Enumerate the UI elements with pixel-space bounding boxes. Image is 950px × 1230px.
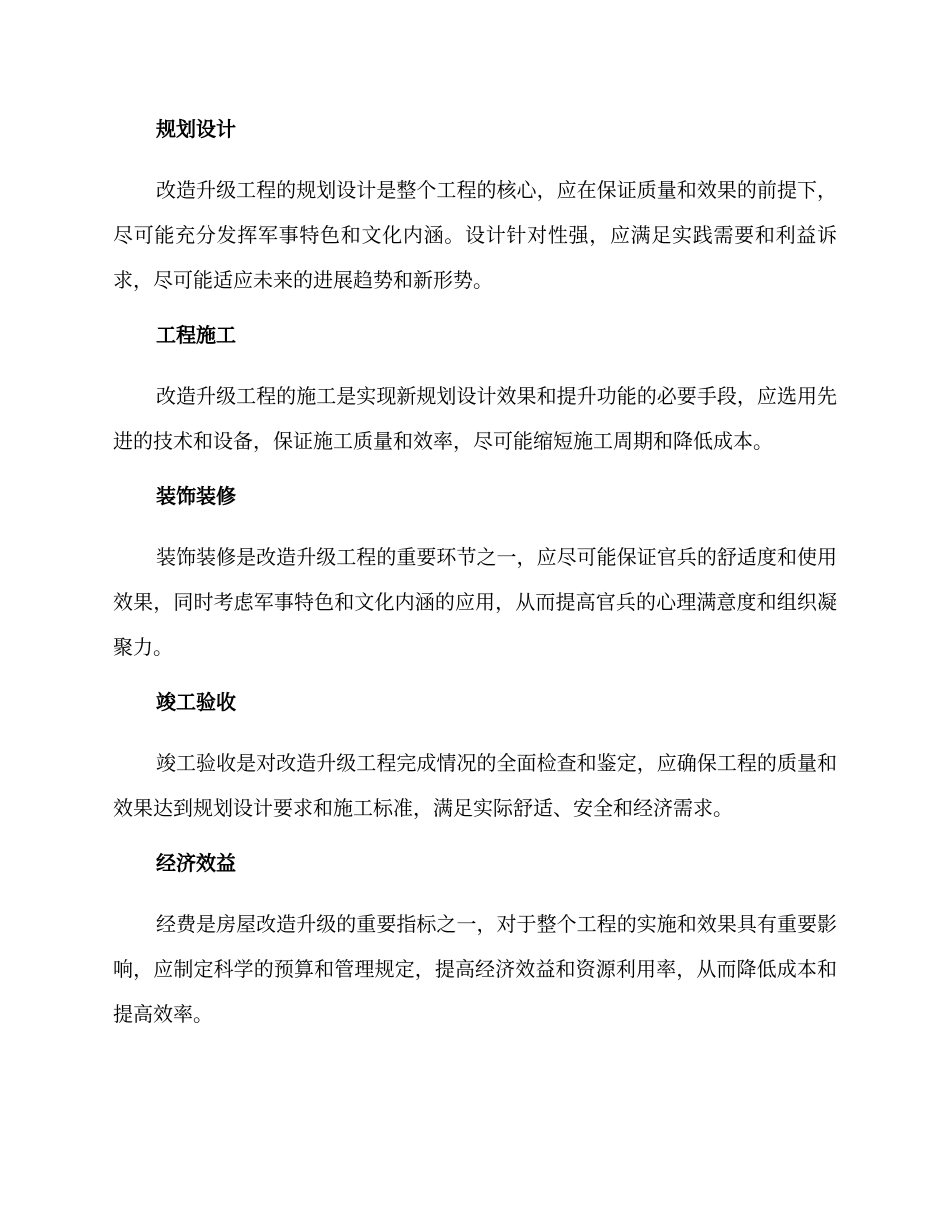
section-completion-acceptance <box>113 684 837 831</box>
section-paragraph: 竣工验收是对改造升级工程完成情况的全面检查和鉴定，应确保工程的质量和效果达到规划设计要求和施工标准，满足实际舒适、安全和经济需求。 <box>113 751 837 820</box>
section-paragraph: 改造升级工程的施工是实现新规划设计效果和提升功能的必要手段，应选用先进的技术和设备，保证施工质量和效率，尽可能缩短施工周期和降低成本。 <box>113 384 837 453</box>
section-heading: 装饰装修 <box>156 484 236 508</box>
section-decoration <box>113 478 837 670</box>
section-construction <box>113 317 837 464</box>
section-heading: 经济效益 <box>156 851 236 875</box>
section-planning-design <box>113 111 837 303</box>
section-heading: 工程施工 <box>156 323 236 347</box>
section-economic-benefit <box>113 845 837 1037</box>
section-heading: 规划设计 <box>156 117 236 141</box>
section-paragraph: 经费是房屋改造升级的重要指标之一，对于整个工程的实施和效果具有重要影响，应制定科学的预算和管理规定，提高经济效益和资源利用率，从而降低成本和提高效率。 <box>113 912 837 1026</box>
section-paragraph: 装饰装修是改造升级工程的重要环节之一，应尽可能保证官兵的舒适度和使用效果，同时考虑军事特色和文化内涵的应用，从而提高官兵的心理满意度和组织凝聚力。 <box>113 545 837 659</box>
section-paragraph: 改造升级工程的规划设计是整个工程的核心，应在保证质量和效果的前提下，尽可能充分发挥军事特色和文化内涵。设计针对性强，应满足实践需要和利益诉求，尽可能适应未来的进展趋势和新形势。 <box>113 178 837 292</box>
section-heading: 竣工验收 <box>156 690 236 714</box>
document-body <box>113 111 837 1051</box>
